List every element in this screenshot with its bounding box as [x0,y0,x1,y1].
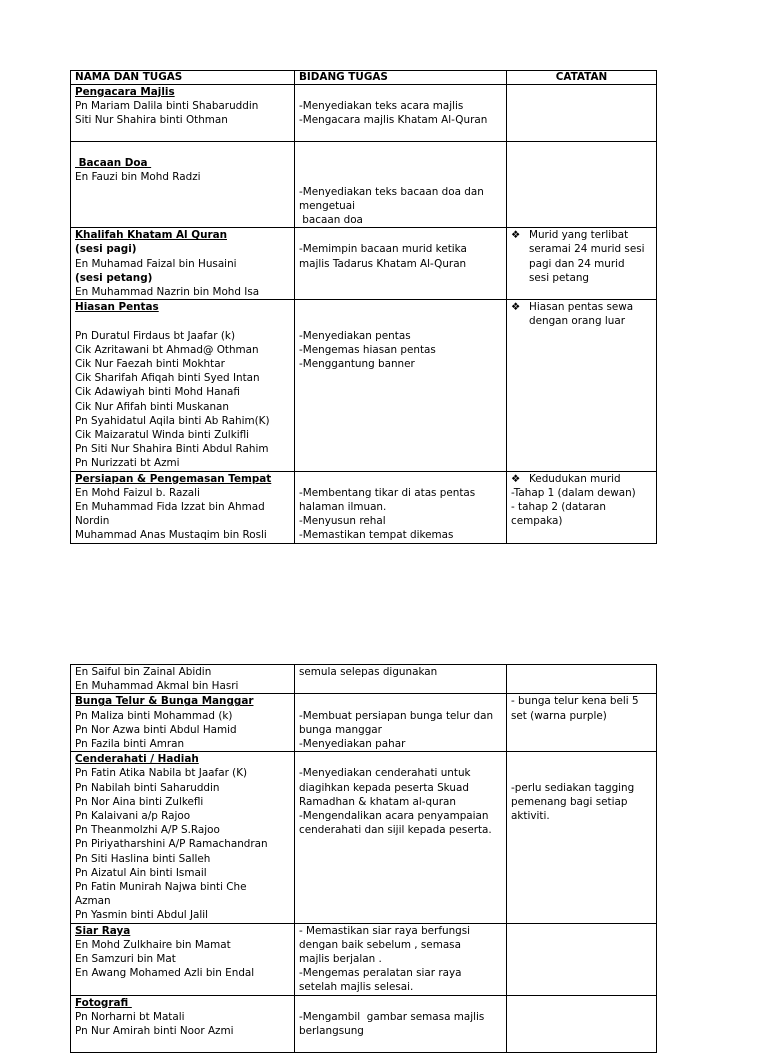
cell-line: majlis Tadarus Khatam Al-Quran [299,257,467,270]
cell-line: berlangsung [299,1025,364,1038]
cell-line: dengan baik sebelum , semasa [299,938,461,951]
cell-line: Pn Aizatul Ain binti Ismail [75,866,207,879]
cell-line: Pn Fazila binti Amran [75,738,185,751]
note-line: aktiviti. [511,810,550,823]
cell-line: Pn Syahidatul Aqila binti Ab Rahim(K) [75,414,270,427]
cell-line [299,228,502,242]
note-cell [507,665,657,694]
task-cell [295,228,507,300]
cell-line: Siti Nur Shahira binti Othman [75,114,228,127]
note-cell [507,228,657,300]
note-line: Murid yang terlibat [529,229,629,242]
cell-line: bunga manggar [299,723,382,736]
cell-line: En Muhammad Akmal bin Hasri [75,680,239,693]
cell-line: Cik Sharifah Afiqah binti Syed Intan [75,372,260,385]
name-cell [71,694,295,752]
cell-line: Pn Norharni bt Matali [75,1010,185,1023]
bullet-diamond-icon: ❖ [511,229,521,242]
cell-line [299,156,502,170]
cell-line: -Mengacara majlis Khatam Al-Quran [299,114,488,127]
note-cell [507,752,657,923]
table-row [71,471,657,543]
header-row [71,71,657,85]
note-line: -perlu sediakan tagging [511,781,635,794]
note-cell [507,694,657,752]
task-cell [295,694,507,752]
note-line: seramai 24 murid sesi [529,243,645,256]
note-line: pemenang bagi setiap [511,795,628,808]
cell-line: - Memastikan siar raya berfungsi [299,924,471,937]
cell-line: Pn Nor Azwa binti Abdul Hamid [75,723,237,736]
cell-line [75,142,290,156]
note-cell [507,471,657,543]
cell-line [299,694,502,708]
cell-line: En Mohd Zulkhaire bin Mamat [75,938,231,951]
note-cell [507,142,657,228]
cell-line: -Membentang tikar di atas pentas [299,486,476,499]
cell-line: Muhammad Anas Mustaqim bin Rosli [75,529,267,542]
note-line: sesi petang [529,271,590,284]
task-cell [295,471,507,543]
name-cell [71,665,295,694]
task-table-2 [70,664,657,1053]
header-catatan: CATATAN [507,71,657,85]
cell-line: setelah majlis selesai. [299,981,414,994]
cell-line: Pn Nur Amirah binti Noor Azmi [75,1025,234,1038]
note-line: - bunga telur kena beli 5 [511,695,639,708]
cell-line: En Saiful bin Zainal Abidin [75,666,212,678]
cell-line: Pn Yasmin binti Abdul Jalil [75,909,209,922]
cell-line: diagihkan kepada peserta Skuad [299,781,469,794]
cell-line: Cik Nur Afifah binti Muskanan [75,400,229,413]
cell-line: Pn Siti Haslina binti Salleh [75,852,211,865]
cell-line [75,314,290,328]
note-line: dengan orang luar [529,315,626,328]
name-cell [71,228,295,300]
cell-line: -Menggantung banner [299,358,415,371]
cell-line: En Mohd Faizul b. Razali [75,486,200,499]
cell-line: halaman ilmuan. [299,501,387,514]
note-line: set (warna purple) [511,709,607,722]
cell-line: Nordin [75,515,110,528]
cell-line: -Memimpin bacaan murid ketika [299,243,467,256]
section-heading: Cenderahati / Hadiah [75,753,199,766]
cell-line: Pn Piriyatharshini A/P Ramachandran [75,838,268,851]
cell-line: -Menyediakan pahar [299,738,406,751]
cell-line [299,85,502,99]
cell-line: En Awang Mohamed Azli bin Endal [75,967,255,980]
table-row [71,142,657,228]
cell-line: Pn Fatin Atika Nabila bt Jaafar (K) [75,767,248,780]
cell-line: -Memastikan tempat dikemas [299,529,454,542]
cell-line: -Membuat persiapan bunga telur dan [299,709,494,722]
cell-line [299,170,502,184]
note-line: - tahap 2 (dataran [511,501,606,514]
note-line: Hiasan pentas sewa [529,301,634,314]
note-item [511,228,652,285]
cell-line: Ramadhan & khatam al-quran [299,795,456,808]
cell-line: Pn Maliza binti Mohammad (k) [75,709,233,722]
cell-line: Cik Maizaratul Winda binti Zulkifli [75,429,250,442]
note-line [511,752,652,766]
name-cell [71,300,295,471]
name-cell [71,923,295,995]
note-item [511,300,652,328]
cell-line: -Mengambil gambar semasa majlis [299,1010,485,1023]
task-cell [295,665,507,694]
name-cell [71,471,295,543]
bullet-diamond-icon: ❖ [511,301,521,314]
cell-line: Pn Theanmolzhi A/P S.Rajoo [75,824,220,837]
note-cell [507,85,657,142]
task-cell [295,300,507,471]
section-heading: Bunga Telur & Bunga Manggar [75,695,254,708]
note-line: pagi dan 24 murid [529,257,625,270]
section-heading: Pengacara Majlis [75,86,175,98]
cell-line [299,142,502,156]
cell-line: (sesi petang) [75,271,153,284]
table-row [71,665,657,694]
cell-line: -Menyediakan teks acara majlis [299,100,464,113]
cell-line: -Mengemas hiasan pentas [299,343,436,356]
cell-line: -Menyediakan pentas [299,329,411,342]
cell-line: Pn Duratul Firdaus bt Jaafar (k) [75,329,236,342]
table-row [71,694,657,752]
task-cell [295,85,507,142]
cell-line [299,300,502,314]
cell-line: En Muhammad Fida Izzat bin Ahmad [75,501,265,514]
cell-line: Pn Nabilah binti Saharuddin [75,781,220,794]
cell-line: En Fauzi bin Mohd Radzi [75,171,201,184]
section-heading: Hiasan Pentas [75,301,159,314]
header-nama-dan-tugas: NAMA DAN TUGAS [71,71,295,85]
note-line: -Tahap 1 (dalam dewan) [511,486,636,499]
note-line [511,766,652,780]
cell-line: mengetuai [299,199,356,212]
header-bidang-tugas: BIDANG TUGAS [295,71,507,85]
section-heading: Siar Raya [75,924,131,937]
section-heading: Khalifah Khatam Al Quran [75,229,227,242]
cell-line: semula selepas digunakan [299,666,438,678]
cell-line: Azman [75,895,111,908]
cell-line: majlis berjalan . [299,953,382,966]
cell-line: Pn Nor Aina binti Zulkefli [75,795,204,808]
note-cell [507,923,657,995]
cell-line: -Mengendalikan acara penyampaian [299,810,489,823]
table-row [71,923,657,995]
task-cell [295,923,507,995]
cell-line [299,314,502,328]
cell-line: Cik Azritawani bt Ahmad@ Othman [75,343,259,356]
cell-line [299,472,502,486]
note-line: Kedudukan murid [529,472,621,485]
task-table-1 [70,70,657,544]
task-cell [295,752,507,923]
name-cell [71,85,295,142]
cell-line: Pn Fatin Munirah Najwa binti Che [75,881,247,894]
cell-line [299,752,502,766]
section-heading: Persiapan & Pengemasan Tempat [75,472,272,485]
cell-line: En Samzuri bin Mat [75,953,176,966]
cell-line: -Mengemas peralatan siar raya [299,967,462,980]
cell-line: En Muhamad Faizal bin Husaini [75,257,237,270]
cell-line: Pn Mariam Dalila binti Shabaruddin [75,100,259,113]
cell-line: Pn Kalaivani a/p Rajoo [75,810,191,823]
cell-line: Pn Nurizzati bt Azmi [75,457,180,470]
task-cell [295,142,507,228]
cell-line: -Menyusun rehal [299,515,386,528]
cell-line [299,996,502,1010]
section-heading: Bacaan Doa [75,157,152,170]
note-line: cempaka) [511,515,563,528]
cell-line: Cik Adawiyah binti Mohd Hanafi [75,386,240,399]
note-item [511,472,652,486]
cell-line: Cik Nur Faezah binti Mokhtar [75,358,225,371]
cell-line: Pn Siti Nur Shahira Binti Abdul Rahim [75,443,269,456]
name-cell [71,752,295,923]
table-row [71,752,657,923]
bullet-diamond-icon: ❖ [511,472,521,485]
table-row [71,300,657,471]
cell-line: En Muhammad Nazrin bin Mohd Isa [75,286,260,299]
name-cell [71,142,295,228]
table-row [71,85,657,142]
cell-line: cenderahati dan sijil kepada peserta. [299,824,492,837]
cell-line: (sesi pagi) [75,243,137,256]
table-row [71,228,657,300]
cell-line: -Menyediakan teks bacaan doa dan [299,185,484,198]
cell-line: -Menyediakan cenderahati untuk [299,767,471,780]
note-cell [507,300,657,471]
section-heading: Fotografi [75,996,132,1009]
cell-line: bacaan doa [299,214,363,227]
